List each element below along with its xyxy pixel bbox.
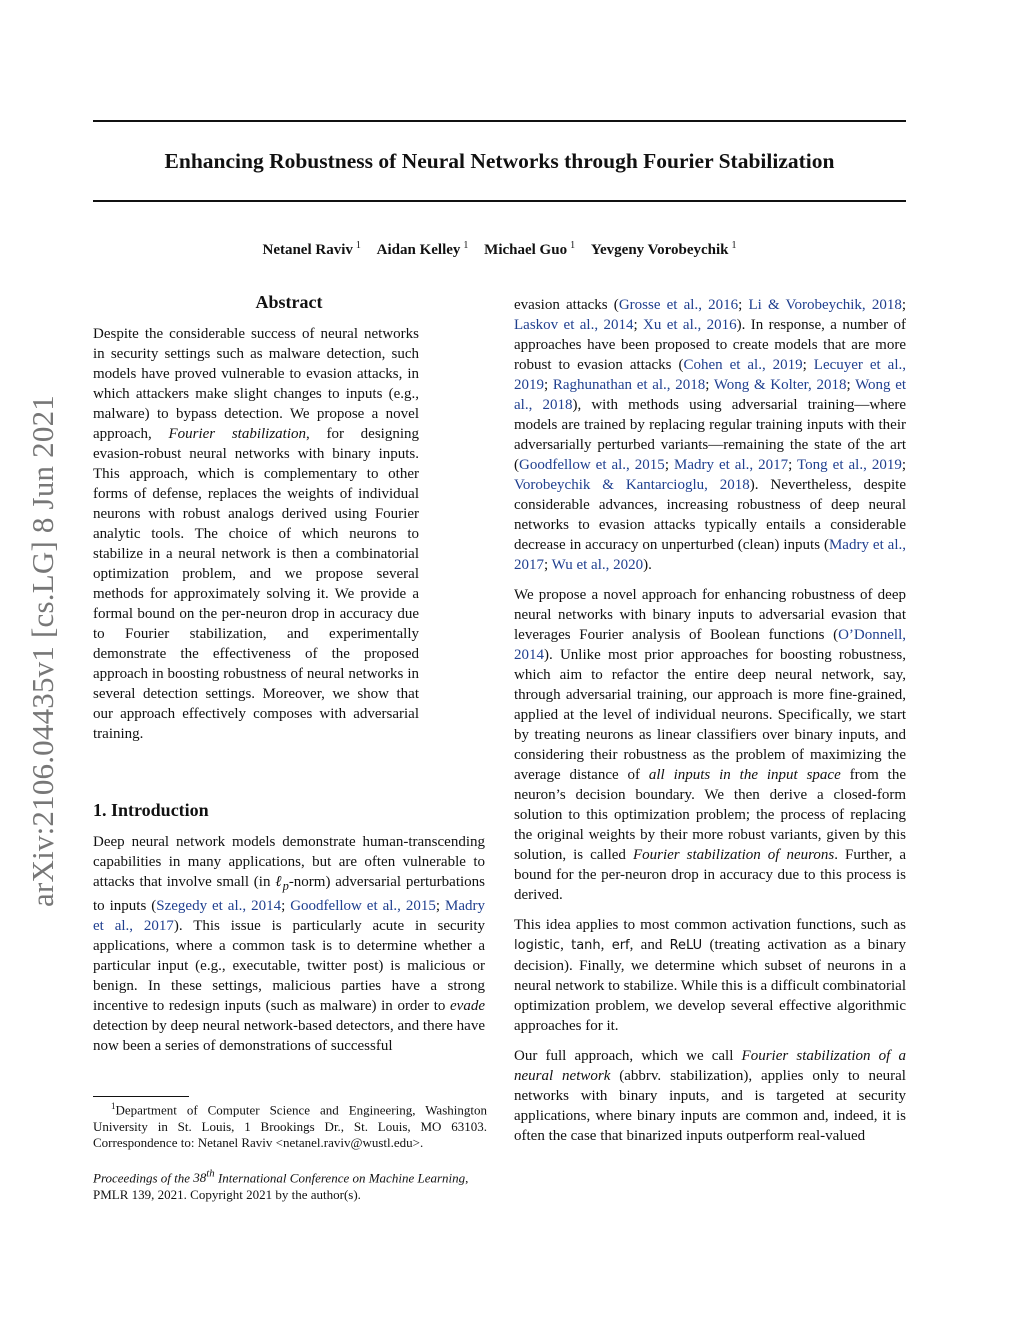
proceedings-emphasis: Proceedings of the	[93, 1170, 194, 1186]
intro-text: detection by deep neural network-based detectors, and there have now been a series of demonstrations of successful	[93, 1018, 485, 1054]
paper-title: Enhancing Robustness of Neural Networks through Fourier Stabilization	[164, 149, 835, 173]
proceedings-emphasis: International Conference on Machine Learning	[214, 1170, 466, 1186]
conference-ordinal	[193, 1170, 214, 1185]
citation-link[interactable]: Szegedy et al., 2014	[156, 898, 282, 914]
citation-separator: ;	[544, 557, 552, 573]
citation-link[interactable]: Tong et al., 2019	[797, 457, 902, 473]
ordinal-suffix: th	[206, 1168, 215, 1180]
author-list	[93, 236, 906, 260]
author	[484, 242, 575, 258]
activation-function-name: erf	[611, 938, 630, 953]
citation-link[interactable]: Wong et al., 2018	[514, 377, 907, 413]
activation-function-name: logistic	[514, 938, 561, 953]
citation-separator: ;	[901, 297, 907, 313]
author-name: Aidan Kelley	[376, 242, 461, 258]
body-emphasis: Fourier stabilization of neurons	[632, 847, 835, 863]
activation-function-name: ReLU	[669, 938, 703, 953]
citation-separator: ;	[846, 377, 856, 393]
body-paragraph	[514, 585, 906, 905]
abstract-emphasis: Fourier stabilization	[168, 426, 306, 442]
citation-separator: ;	[633, 317, 644, 333]
affiliation-mark: 1	[731, 240, 737, 251]
intro-emphasis: evade	[450, 998, 485, 1014]
body-text: Our full approach, which we call	[514, 1048, 742, 1064]
affiliation-footnote	[93, 1098, 487, 1152]
body-text: (abbrv. stabilization), applies only to neural networks with binary inputs, and is targeted at security applications, where binary inputs are common and, indeed, it is often the case that binarized inputs outperform real-valued	[514, 1068, 906, 1144]
arxiv-sidebar	[22, 368, 64, 934]
affiliation-mark: 1	[570, 240, 576, 251]
author-name: Yevgeny Vorobeychik	[590, 242, 729, 258]
abstract-body	[93, 324, 419, 744]
citation-link[interactable]: Li & Vorobeychik, 2018	[748, 297, 902, 313]
citation-separator: ;	[738, 297, 749, 313]
author	[591, 242, 737, 258]
author	[262, 242, 360, 258]
citation-separator: ;	[705, 377, 714, 393]
citation-link[interactable]: Goodfellow et al., 2015	[519, 457, 665, 473]
body-text: This idea applies to most common activation functions, such as	[514, 917, 906, 933]
body-text: from the neuron’s decision boundary. We then derive a closed-form solution to this optimization problem; the process of replacing the original weights by their more robust variants, given by this solution, is called	[514, 767, 906, 863]
citation-link[interactable]: Wu et al., 2020	[551, 557, 644, 573]
abstract-heading: Abstract	[255, 292, 323, 312]
separator: , and	[629, 937, 670, 953]
intro-text: Deep neural network models demonstrate human-transcending capabilities in many applications, but are often vulnerable to attacks that involve small (in	[93, 834, 485, 890]
citation-separator: ;	[802, 357, 814, 373]
citation-separator: ;	[435, 898, 445, 914]
body-text: (treating activation as a binary decision). Finally, we determine which subset of neurons in a neural network to stabilize. While this is a difficult combinatorial optimization problem, we develop several effective algorithmic approaches for it.	[514, 937, 907, 1034]
intro-text: ). This issue is particularly acute in security applications, where a common task is to determine whether a particular input (e.g., executable, twitter post) is malicious or benign. In these settings, malicious parties have a strong incentive to redesign inputs (such as malware) in order to	[93, 918, 486, 1014]
body-text: ). Unlike most prior approaches for boosting robustness, which aim to refactor the entire deep neural network, say, through adversarial training, our approach is more fine-grained, applied at the level of individual neurons. Specifically, we start by treating neurons as linear classifiers over binary inputs, and considering their robustness as the problem of maximizing the average distance of	[514, 647, 906, 783]
abstract-text: , for designing evasion-robust neural networks with binary inputs. This approach, which is complementary to other forms of defense, replaces the weights of individual neurons with robust analogs derived using Fourier analytic tools. The choice of which neurons to stabilize in a neural network is then a combinatorial optimization problem, and we propose several methods for approximately solving it. We provide a formal bound on the per-neuron drop in accuracy due to Fourier stabilization, and experimentally demonstrate the effectiveness of the proposed approach in boosting robustness of neural networks in several detection settings. Moreover, we show that our approach effectively composes with adversarial training.	[93, 426, 419, 742]
citation-link[interactable]: O’Donnell, 2014	[514, 627, 906, 663]
proceedings-text: , PMLR 139, 2021. Copyright 2021 by the author(s).	[93, 1170, 469, 1202]
body-emphasis: all inputs in the input space	[648, 767, 841, 783]
citation-link[interactable]: Laskov et al., 2014	[514, 317, 634, 333]
title-bottom-rule	[93, 200, 906, 202]
proceedings-note	[93, 1166, 487, 1203]
citation-separator: ;	[544, 377, 553, 393]
ordinal-number: 38	[193, 1170, 207, 1186]
body-emphasis: Fourier stabilization of a neural network	[514, 1048, 906, 1084]
affiliation-mark: 1	[355, 240, 361, 251]
abstract-text: Despite the considerable success of neural networks in security settings such as malware detection, such models have proved vulnerable to evasion attacks, in which attackers make slight changes to inputs (e.g., malware) to bypass detection. We propose a novel approach,	[93, 326, 419, 442]
p-subscript: p	[282, 879, 289, 893]
body-text: evasion attacks (	[514, 297, 619, 313]
footnote-mark: 1	[111, 1101, 116, 1111]
citation-link[interactable]: Goodfellow et al., 2015	[290, 898, 436, 914]
citation-link[interactable]: Lecuyer et al., 2019	[514, 357, 906, 393]
citation-link[interactable]: Madry et al., 2017	[673, 457, 789, 473]
left-column	[93, 290, 485, 1056]
right-column	[514, 295, 906, 1146]
body-paragraph	[514, 915, 906, 1036]
body-text: We propose a novel approach for enhancing robustness of deep neural networks with binary inputs to adversarial evasion that leverages Fourier analysis of Boolean functions (	[514, 587, 906, 643]
footnote-rule	[93, 1096, 189, 1097]
body-paragraph	[514, 295, 906, 575]
citation-separator: ;	[901, 457, 906, 473]
citation-link[interactable]: Madry et al., 2017	[514, 537, 907, 573]
body-text: ).	[643, 557, 652, 573]
body-text: . Further, a bound for the per-neuron drop in accuracy due to this process is derived.	[514, 847, 906, 903]
intro-paragraph	[93, 832, 485, 1056]
arxiv-identifier: arXiv:2106.04435v1 [cs.LG] 8 Jun 2021	[25, 395, 60, 907]
citation-separator: ;	[788, 457, 798, 473]
affiliation-mark: 1	[463, 240, 469, 251]
separator: ,	[560, 937, 572, 953]
separator: ,	[600, 937, 612, 953]
body-text: ). Nevertheless, despite considerable advances, increasing robustness of deep neural networks to evasion attacks typically entails a considerable decrease in accuracy on unperturbed (clean) inputs (	[514, 477, 906, 553]
body-paragraph	[514, 1046, 906, 1146]
body-text: ), with methods using adversarial training—where models are trained by replacing regular training inputs with their adversarially perturbed variants—remaining the state of the art (	[514, 397, 906, 473]
author-name: Netanel Raviv	[262, 242, 353, 258]
citation-separator: ;	[281, 898, 291, 914]
citation-link[interactable]: Wong & Kolter, 2018	[713, 377, 847, 393]
citation-link[interactable]: Grosse et al., 2016	[618, 297, 739, 313]
citation-link[interactable]: Cohen et al., 2019	[683, 357, 803, 373]
citation-separator: ;	[664, 457, 674, 473]
citation-link[interactable]: Xu et al., 2016	[643, 317, 737, 333]
intro-text: -norm) adversarial perturbations to inputs (	[93, 874, 485, 914]
footnote-text: Department of Computer Science and Engineering, Washington University in St. Louis, 1 Brookings Dr., St. Louis, MO 63103. Correspondence to: Netanel Raviv <netanel.raviv@wustl.edu>.	[93, 1102, 487, 1151]
activation-function-name: tanh	[571, 938, 601, 953]
title-top-rule	[93, 120, 906, 122]
body-text: ). In response, a number of approaches have been proposed to create models that are more robust to evasion attacks (	[514, 317, 907, 373]
citation-link[interactable]: Madry et al., 2017	[93, 898, 485, 934]
citation-link[interactable]: Raghunathan et al., 2018	[552, 377, 706, 393]
section-heading-introduction: 1. Introduction	[93, 800, 209, 820]
ell-symbol: ℓ	[275, 874, 283, 890]
author-name: Michael Guo	[484, 242, 568, 258]
lp-norm-symbol	[275, 874, 289, 893]
citation-link[interactable]: Vorobeychik & Kantarcioglu, 2018	[514, 477, 750, 493]
author	[377, 242, 469, 258]
